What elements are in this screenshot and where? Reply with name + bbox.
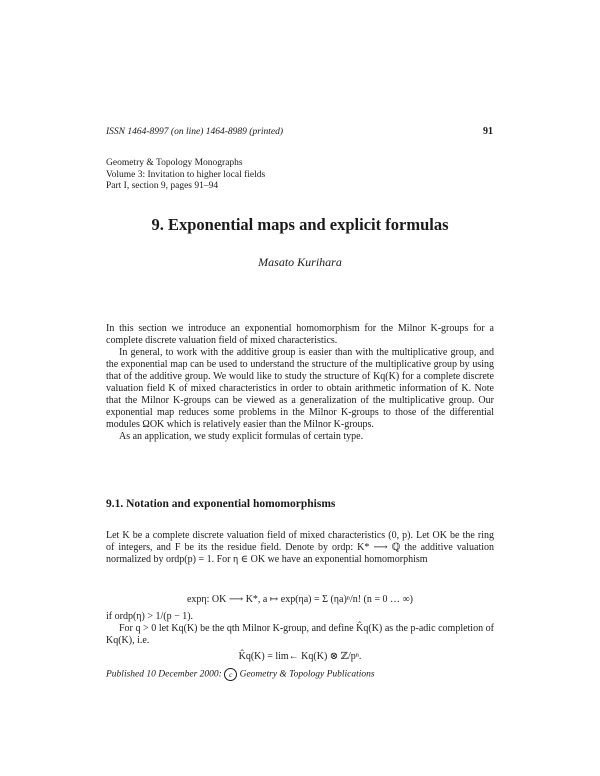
series-line-3: Part I, section 9, pages 91–94 [106, 181, 219, 191]
intro-paragraph-1: In this section we introduce an exponential homomorphism for the Milnor K-groups for a complete discrete valuation field of mixed characteristics. [106, 323, 494, 346]
publisher-name: Geometry & Topology Publications [239, 669, 375, 680]
footer [106, 668, 375, 681]
paper-author: Masato Kurihara [258, 255, 342, 269]
section-text-1: Let K be a complete discrete valuation field of mixed characteristics (0, p). Let OK be the ring of integers, and F be its the residue field. Denote by ordp: K* ⟶ ℚ the additive valuation normalized by ordp(p) = 1. For η ∈ OK we have an exponential homomorphism [106, 530, 494, 565]
intro-text [106, 323, 494, 443]
section-heading: 9.1. Notation and exponential homomorphisms [106, 498, 336, 510]
series-line-1: Geometry & Topology Monographs [106, 158, 243, 168]
section-text-3: For q > 0 let Kq(K) be the qth Milnor K-group, and define K̂q(K) as the p-adic completion of Kq(K), i.e. [106, 623, 494, 646]
page-number: 91 [483, 126, 493, 137]
series-info [106, 158, 265, 193]
section-paragraph-1 [106, 530, 494, 566]
intro-paragraph-2: In general, to work with the additive group is easier than with the multiplicative group, and the exponential map can be used to understand the structure of the multiplicative group by using that of the additive group. We would like to study the structure of Kq(K) for a complete discrete valuation field K of mixed characteristics in order to obtain arithmetic information of K. Note that the Milnor K-groups can be viewed as a generalization of the multiplicative group. Our exponential map reduces some problems in the Milnor K-groups to those of the differential modules ΩOK which is relatively easier than the Milnor K-groups. [106, 347, 494, 430]
series-line-2: Volume 3: Invitation to higher local fields [106, 169, 266, 180]
exponential-formula: expη: OK ⟶ K*, a ↦ exp(ηa) = Σ (ηa)ⁿ/n! (n = 0 … ∞) [186, 594, 413, 605]
paper-title: 9. Exponential maps and explicit formulas [151, 215, 449, 234]
issn-header: ISSN 1464-8997 (on line) 1464-8989 (printed) [106, 127, 284, 137]
section-paragraph-2 [106, 611, 494, 647]
intro-paragraph-3: As an application, we study explicit formulas of certain type. [119, 431, 364, 442]
copyright-icon: c [224, 668, 237, 681]
published-date: Published 10 December 2000: [106, 669, 222, 680]
section-text-2: if ordp(η) > 1/(p − 1). [106, 611, 194, 622]
completion-formula: K̂q(K) = lim← Kq(K) ⊗ ℤ/pⁿ. [106, 651, 494, 662]
